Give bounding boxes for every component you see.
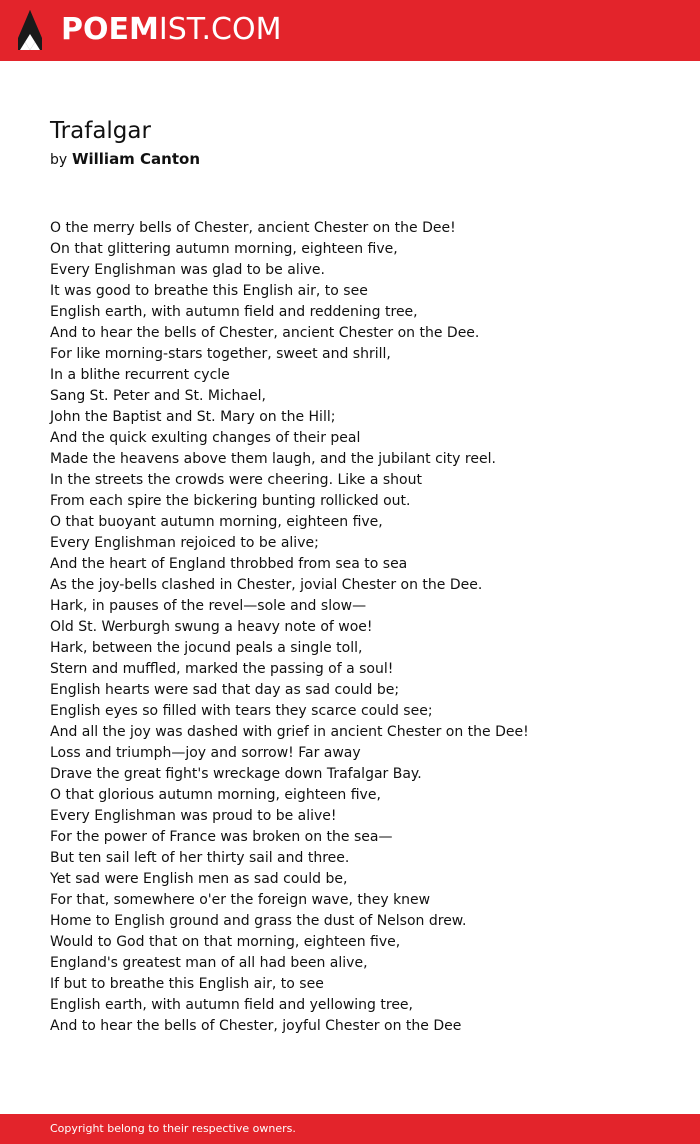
poem-line: Drave the great fight's wreckage down Trafalgar Bay. xyxy=(50,766,422,782)
poem-line: If but to breathe this English air, to see xyxy=(50,976,324,992)
poem-line: Loss and triumph—joy and sorrow! Far away xyxy=(50,745,361,761)
pencil-icon xyxy=(16,8,44,52)
poem-line: But ten sail left of her thirty sail and three. xyxy=(50,850,350,866)
poem-author: William Canton xyxy=(71,150,201,168)
poem-line: In the streets the crowds were cheering. Like a shout xyxy=(50,472,422,488)
poem-line: For the power of France was broken on the sea— xyxy=(50,829,393,845)
poem-line: Yet sad were English men as sad could be, xyxy=(50,871,348,887)
site-footer xyxy=(0,1114,700,1144)
poem-line: Stern and muffled, marked the passing of a soul! xyxy=(50,661,394,677)
poem-line: From each spire the bickering bunting rollicked out. xyxy=(50,493,411,509)
poem-line: English eyes so filled with tears they scarce could see; xyxy=(50,703,433,719)
poem-line: As the joy-bells clashed in Chester, jovial Chester on the Dee. xyxy=(50,577,483,593)
poem-byline xyxy=(50,148,200,171)
poem-line: Every Englishman rejoiced to be alive; xyxy=(50,535,319,551)
poem-line: For like morning-stars together, sweet and shrill, xyxy=(50,346,391,362)
poem-line: O the merry bells of Chester, ancient Chester on the Dee! xyxy=(50,220,456,236)
poem-line: And all the joy was dashed with grief in ancient Chester on the Dee! xyxy=(50,724,529,740)
poem-line: Every Englishman was proud to be alive! xyxy=(50,808,337,824)
poem-line: Sang St. Peter and St. Michael, xyxy=(50,388,266,404)
poem-line: John the Baptist and St. Mary on the Hill; xyxy=(50,409,336,425)
poem-line: And to hear the bells of Chester, ancient Chester on the Dee. xyxy=(50,325,480,341)
poem-line: In a blithe recurrent cycle xyxy=(50,367,230,383)
poem-line: Hark, in pauses of the revel—sole and slow— xyxy=(50,598,367,614)
poem-line: Hark, between the jocund peals a single toll, xyxy=(50,640,363,656)
poem-line: For that, somewhere o'er the foreign wave, they knew xyxy=(50,892,431,908)
site-name-strong: POEM xyxy=(61,12,159,47)
site-header xyxy=(0,0,700,61)
poem-line: Old St. Werburgh swung a heavy note of woe! xyxy=(50,619,373,635)
copyright-notice: Copyright belong to their respective owners. xyxy=(50,1122,296,1135)
poem-line: Every Englishman was glad to be alive. xyxy=(50,262,325,278)
poem-line: And the quick exulting changes of their peal xyxy=(50,430,361,446)
poem-line: Made the heavens above them laugh, and the jubilant city reel. xyxy=(50,451,496,467)
by-label: by xyxy=(50,152,68,168)
poem-line: It was good to breathe this English air, to see xyxy=(50,283,368,299)
poem-line: On that glittering autumn morning, eighteen five, xyxy=(50,241,398,257)
poem-line: And the heart of England throbbed from sea to sea xyxy=(50,556,408,572)
site-logo[interactable] xyxy=(16,8,281,52)
poem-line: And to hear the bells of Chester, joyful Chester on the Dee xyxy=(50,1018,462,1034)
poem-line: England's greatest man of all had been alive, xyxy=(50,955,368,971)
poem-line: Home to English ground and grass the dust of Nelson drew. xyxy=(50,913,467,929)
poem-line: Would to God that on that morning, eighteen five, xyxy=(50,934,401,950)
poem-body xyxy=(50,218,670,1037)
poem-line: English earth, with autumn field and reddening tree, xyxy=(50,304,418,320)
poem-line: English earth, with autumn field and yellowing tree, xyxy=(50,997,413,1013)
poem-line: English hearts were sad that day as sad could be; xyxy=(50,682,400,698)
poem-title: Trafalgar xyxy=(50,118,151,144)
poem-line: O that buoyant autumn morning, eighteen five, xyxy=(50,514,383,530)
site-name-light: IST.COM xyxy=(158,12,282,47)
poem-line: O that glorious autumn morning, eighteen five, xyxy=(50,787,381,803)
site-name xyxy=(61,8,281,52)
